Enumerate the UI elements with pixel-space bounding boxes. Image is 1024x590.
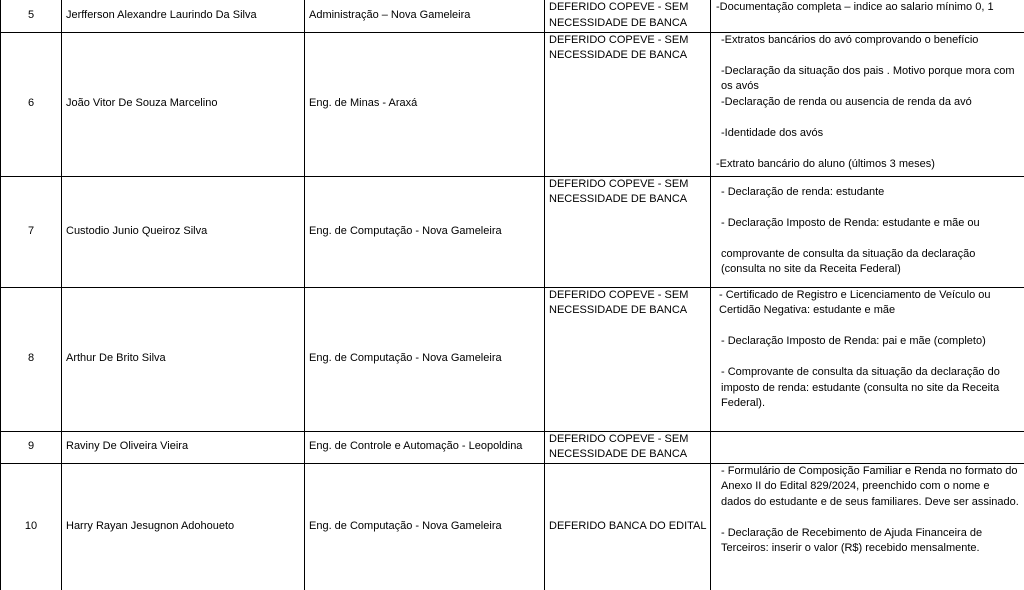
status-line: NECESSIDADE DE BANCA	[549, 193, 688, 205]
documents-cell	[711, 176, 1024, 287]
documents-cell	[711, 463, 1024, 590]
status-line: NECESSIDADE DE BANCA	[549, 16, 688, 29]
documents-cell	[711, 32, 1024, 176]
course-campus: Eng. de Controle e Automação - Leopoldina	[305, 431, 545, 463]
document-item: - Declaração de renda: estudante	[721, 185, 885, 198]
row-number: 6	[1, 32, 62, 176]
documents-cell	[711, 0, 1024, 32]
course-campus: Eng. de Computação - Nova Gameleira	[305, 287, 545, 431]
table-row	[1, 32, 1024, 176]
table-row	[1, 0, 1024, 32]
row-number: 8	[1, 287, 62, 431]
status-cell	[545, 463, 711, 590]
student-name: Arthur De Brito Silva	[62, 287, 305, 431]
table-row	[1, 287, 1024, 431]
table-row	[1, 431, 1024, 463]
document-item: -Declaração da situação dos pais . Motivo porque mora com os avós	[721, 64, 1015, 92]
status-cell	[545, 431, 711, 463]
document-item: - Declaração Imposto de Renda: pai e mãe (completo)	[721, 335, 986, 347]
document-item: -Extrato bancário do aluno (últimos 3 meses)	[716, 157, 935, 170]
document-item: - Formulário de Composição Familiar e Renda no formato do Anexo II do Edital 829/2024, preenchido com o nome e dados do estudante e de seus familiares. Deve ser assinado.	[721, 464, 1019, 508]
document-item: - Declaração Imposto de Renda: estudante e mãe ou	[721, 216, 980, 229]
status-line: DEFERIDO COPEVE - SEM	[549, 432, 689, 445]
course-campus: Eng. de Computação - Nova Gameleira	[305, 463, 545, 590]
status-line: DEFERIDO COPEVE - SEM	[549, 288, 689, 301]
row-number: 5	[1, 0, 62, 32]
status-line: NECESSIDADE DE BANCA	[549, 448, 688, 460]
student-name: Jerfferson Alexandre Laurindo Da Silva	[62, 0, 305, 32]
document-item: -Documentação completa – indice ao salario mínimo 0, 1	[716, 1, 994, 13]
document-item: - Comprovante de consulta da situação da declaração do imposto de renda: estudante (consulta no site da Receita Federal).	[721, 366, 1000, 409]
status-line: NECESSIDADE DE BANCA	[549, 49, 688, 61]
document-item: -Declaração de renda ou ausencia de renda da avó	[721, 95, 972, 108]
status-line: DEFERIDO BANCA DO EDITAL	[549, 520, 707, 532]
course-campus: Eng. de Minas - Araxá	[305, 32, 545, 176]
student-name: Custodio Junio Queiroz Silva	[62, 176, 305, 287]
status-cell	[545, 0, 711, 32]
row-number: 10	[1, 463, 62, 590]
row-number: 7	[1, 176, 62, 287]
status-cell	[545, 287, 711, 431]
document-item: -Extratos bancários do avó comprovando o benefício	[721, 33, 979, 46]
status-cell	[545, 32, 711, 176]
status-line: DEFERIDO COPEVE - SEM	[549, 33, 689, 46]
status-cell	[545, 176, 711, 287]
table-row	[1, 176, 1024, 287]
row-number: 9	[1, 431, 62, 463]
course-campus: Administração – Nova Gameleira	[305, 0, 545, 32]
status-line: DEFERIDO COPEVE - SEM	[549, 1, 689, 13]
student-name: João Vitor De Souza Marcelino	[62, 32, 305, 176]
course-campus: Eng. de Computação - Nova Gameleira	[305, 176, 545, 287]
document-item: - Declaração de Recebimento de Ajuda Financeira de Terceiros: inserir o valor (R$) recebido mensalmente.	[721, 526, 983, 554]
documents-cell	[711, 431, 1024, 463]
status-line: DEFERIDO COPEVE - SEM	[549, 177, 689, 190]
documents-cell	[711, 287, 1024, 431]
document-item: -Identidade dos avós	[721, 126, 824, 139]
document-item: - Certificado de Registro e Licenciamento de Veículo ou Certidão Negativa: estudante e mãe	[719, 288, 991, 316]
student-name: Raviny De Oliveira Vieira	[62, 431, 305, 463]
student-name: Harry Rayan Jesugnon Adohoueto	[62, 463, 305, 590]
document-item: comprovante de consulta da situação da declaração (consulta no site da Receita Federal)	[721, 247, 976, 275]
table-row	[1, 463, 1024, 590]
status-line: NECESSIDADE DE BANCA	[549, 304, 688, 316]
